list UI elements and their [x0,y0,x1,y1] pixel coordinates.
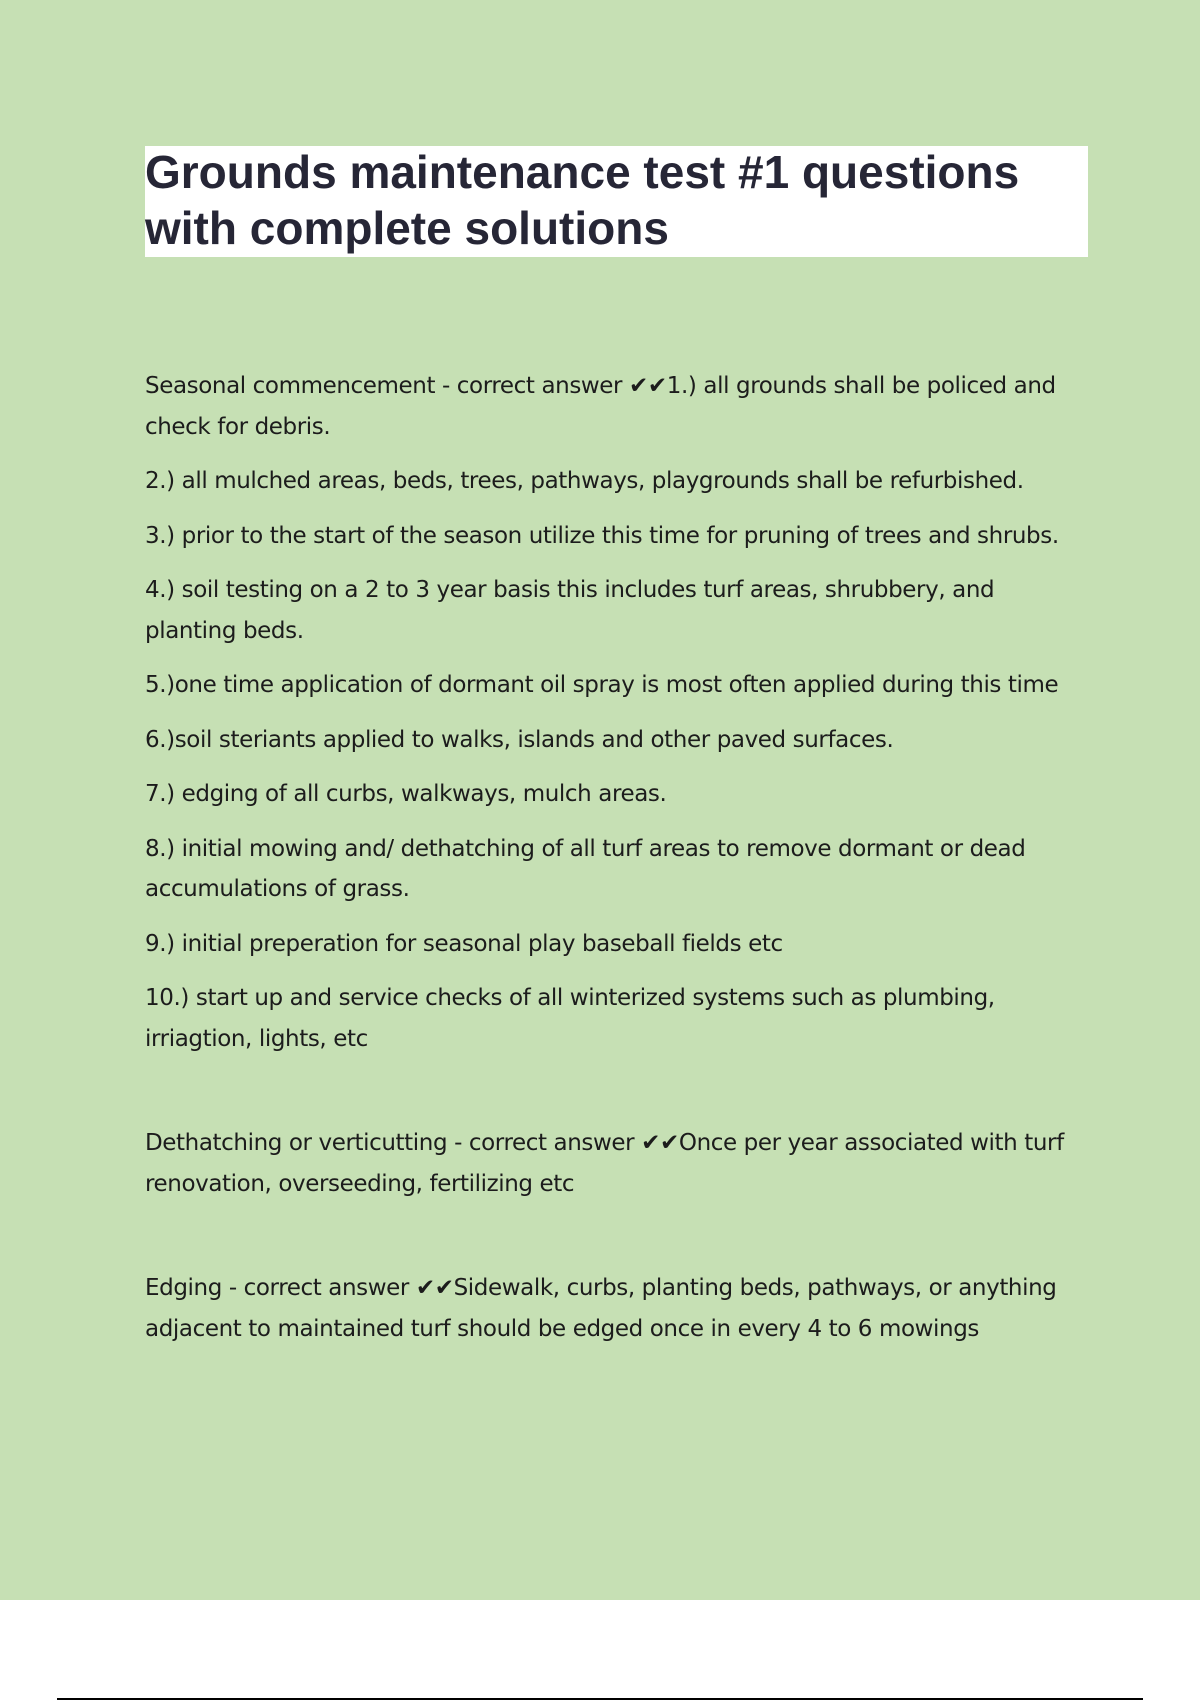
section-spacer [145,1073,1090,1123]
answer-line: 5.)one time application of dormant oil spray is most often applied during this time [145,672,1059,698]
answer-line: 10.) start up and service checks of all winterized systems such as plumbing, irriagtion, lights, etc [145,985,995,1052]
document-title: Grounds maintenance test #1 questions with complete solutions [145,146,1020,254]
qa-dethatching [145,1123,1090,1204]
question-text: Seasonal commencement [145,373,436,399]
answer-line: 9.) initial preperation for seasonal play baseball fields etc [145,930,783,957]
question-text: Edging [145,1275,222,1301]
qa-edging [145,1268,1090,1349]
answer-line: 3.) prior to the start of the season utilize this time for pruning of trees and shrubs. [145,522,1059,549]
answer-marker: - correct answer ✔✔ [221,1275,454,1301]
answer-line: 4.) soil testing on a 2 to 3 year basis this includes turf areas, shrubbery, and planting beds. [145,577,995,644]
answer-marker: - correct answer ✔✔ [447,1130,679,1156]
answer-text: Sidewalk, curbs, planting beds, pathways, or anything adjacent to maintained turf should be edged once in every 4 to 6 mowings [145,1275,1057,1342]
question-text: Dethatching or verticutting [145,1130,448,1156]
answer-line: 6.)soil steriants applied to walks, islands and other paved surfaces. [145,726,894,753]
answer-line: 2.) all mulched areas, beds, trees, pathways, playgrounds shall be refurbished. [145,468,1024,494]
answer-line: 1.) all grounds shall be policed and check for debris. [145,373,1056,440]
qa-seasonal-commencement [145,366,1090,447]
answer-line: 7.) edging of all curbs, walkways, mulch areas. [145,781,667,807]
answer-text: Once per year associated with turf renovation, overseeding, fertilizing etc [145,1130,1064,1197]
answer-marker: - correct answer ✔✔ [435,373,667,399]
answer-line: 8.) initial mowing and/ dethatching of all turf areas to remove dormant or dead accumulations of grass. [145,835,1026,902]
section-spacer [145,1218,1090,1268]
document-body [145,366,1090,1363]
